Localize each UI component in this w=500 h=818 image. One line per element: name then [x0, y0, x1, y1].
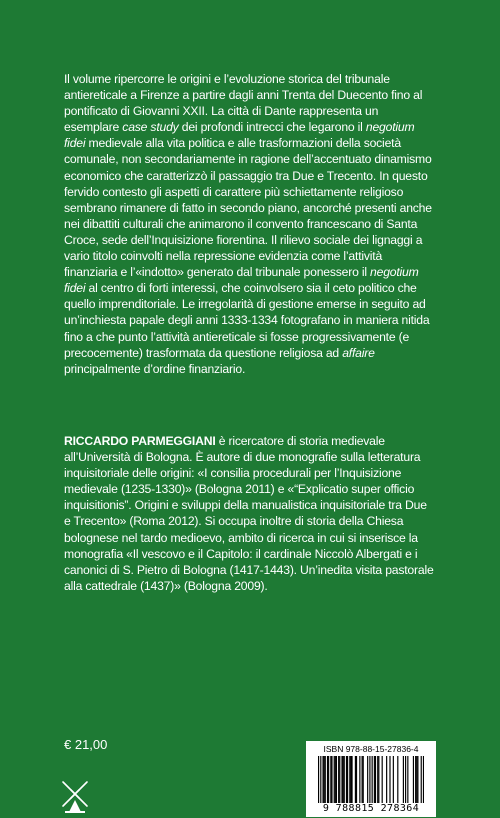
barcode-bar	[375, 756, 376, 803]
barcode-bar	[362, 756, 363, 803]
barcode-bar	[338, 756, 339, 803]
barcode-bar	[344, 756, 345, 803]
barcode-digits: 9 788815 278364	[322, 803, 420, 814]
barcode-bar	[330, 756, 331, 803]
summary-text: principalmente d’ordine finanziario.	[64, 361, 246, 376]
barcode-bars	[318, 756, 424, 803]
summary-italic: negotium fidei	[64, 120, 415, 151]
barcode-bar	[339, 756, 340, 803]
barcode-bar	[393, 756, 394, 803]
barcode-bar	[335, 756, 336, 803]
barcode-bar	[334, 756, 335, 803]
summary-italic: negotium fidei	[64, 265, 419, 296]
barcode-bar	[413, 756, 414, 803]
barcode-bar	[407, 756, 408, 803]
barcode	[306, 741, 436, 817]
barcode-bar	[417, 756, 418, 803]
summary-text: dei profondi intrecci che legarono il	[178, 120, 366, 135]
barcode-bar	[350, 756, 351, 803]
barcode-bar	[346, 756, 347, 803]
barcode-bar	[318, 756, 319, 803]
summary-paragraph	[64, 71, 436, 377]
barcode-bar	[336, 756, 337, 803]
barcode-bar	[377, 756, 378, 803]
summary-italic: affaire	[342, 345, 375, 360]
barcode-bar	[322, 756, 323, 803]
barcode-bar	[351, 756, 352, 803]
barcode-bar	[423, 756, 424, 803]
barcode-bar	[356, 756, 357, 803]
barcode-bar	[320, 756, 321, 803]
barcode-bar	[328, 756, 329, 803]
isbn-label: ISBN 978-88-15-27836-4	[323, 744, 419, 754]
barcode-bar	[421, 756, 422, 803]
barcode-bar	[331, 756, 332, 803]
barcode-bar	[405, 756, 406, 803]
barcode-bar	[416, 756, 417, 803]
barcode-bar	[363, 756, 364, 803]
barcode-bar	[403, 756, 404, 803]
barcode-bar	[374, 756, 375, 803]
author-bio	[64, 433, 436, 594]
summary-italic: case study	[122, 120, 179, 135]
windmill-logo-icon	[60, 778, 90, 814]
barcode-bar	[341, 756, 342, 803]
barcode-bar	[347, 756, 348, 803]
barcode-bar	[389, 756, 390, 803]
book-summary	[64, 71, 436, 377]
barcode-bar	[325, 756, 326, 803]
barcode-bar	[355, 756, 356, 803]
barcode-bar	[324, 756, 325, 803]
barcode-bar	[397, 756, 398, 803]
barcode-bar	[343, 756, 344, 803]
barcode-bar	[369, 756, 370, 803]
barcode-bar	[349, 756, 350, 803]
summary-text: Il volume ripercorre le origini e l’evoluzione storica del tribunale antiereticale a Firenze a partire dagli anni Trenta del Duecento fino al pontificato di Giovanni XXII. La città di Dante rappresenta un esemplare	[64, 72, 423, 135]
summary-text: al centro di forti interessi, che coinvolsero sia il ceto politico che quello imprenditoriale. Le irregolarità di gestione emerse in seguito ad un’inchiesta papale degli anni 1333-1334 fotografano in maniera nitida fino a che punto l’attività antiereticale si fosse progressivamente (e precocemente) trasformata da questione religiosa ad	[64, 281, 430, 360]
barcode-bar	[378, 756, 379, 803]
barcode-bar	[359, 756, 360, 803]
barcode-bar	[386, 756, 387, 803]
price-label: € 21,00	[64, 737, 108, 752]
summary-text: medievale alla vita politica e alle trasformazioni della società comunale, non secondariamente in ragione dell’accentuato dinamismo economico che caratterizzò il passaggio tra Due e Trecento. In questo fervido contesto gli aspetti di carattere più schiettamente religioso sembrano rimanere di fatto in secondo piano, ancorché presenti anche nei dibattiti culturali che animarono il convento francescano di Santa Croce, sede dell’Inquisizione fiorentina. Il rilievo sociale dei lignaggi a vario titolo coinvolti nella repressione evidenzia come l’attività finanziaria e l’«indotto» generato dal tribunale ponessero il	[64, 136, 432, 280]
barcode-bar	[415, 756, 416, 803]
barcode-bar	[372, 756, 373, 803]
barcode-bar	[367, 756, 368, 803]
bio-paragraph	[64, 433, 436, 594]
author-name: RICCARDO PARMEGGIANI	[64, 434, 216, 448]
barcode-bar	[327, 756, 328, 803]
bio-text: è ricercatore di storia medievale all’Università di Bologna. È autore di due monografie sulla letteratura inquisitoriale delle origini: «I consilia procedurali per l’Inquisizione medievale (1235-1330)» (Bologna 2011) e «“Explicatio super officio inquisitionis”. Origini e sviluppi della manualistica inquisitoriale tra Due e Trecento» (Roma 2012). Si occupa inoltre di storia della Chiesa bolognese nel tardo medioevo, ambito di ricerca in cui si inserisce la monografia «Il vescovo e il Capitolo: il cardinale Niccolò Albergati e i canonici di S. Pietro di Bologna (1417-1443). Un’inedita visita pastorale alla cattedrale (1437)» (Bologna 2009).	[64, 434, 434, 593]
barcode-bar	[382, 756, 383, 803]
